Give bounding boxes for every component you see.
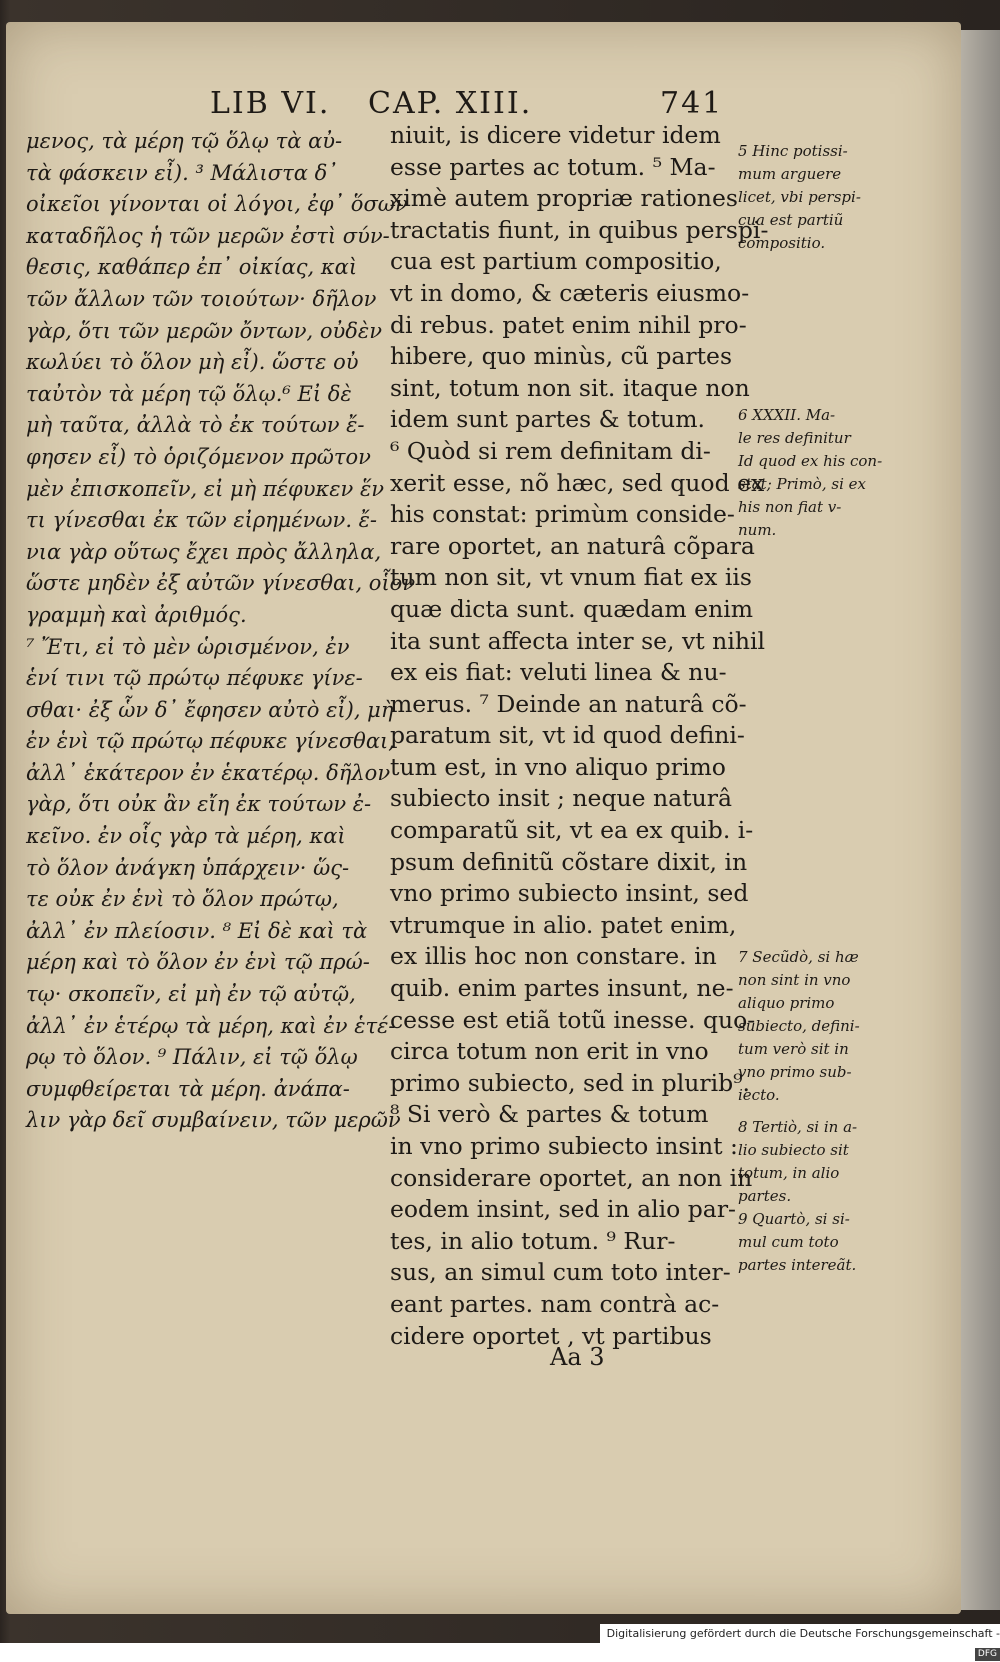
marginal-note-line: vno primo sub-: [738, 1063, 852, 1081]
latin-line: eodem insint, sed in alio par-: [390, 1195, 736, 1224]
latin-line: eant partes. nam contrà ac-: [390, 1289, 720, 1318]
greek-line: τε οὐκ ἐν ἑνὶ τὸ ὅλον πρώτῳ,: [26, 887, 339, 912]
latin-line: ita sunt affecta inter se, vt nihil: [390, 626, 766, 655]
marginal-note-line: mum arguere: [738, 165, 842, 183]
marginal-note-line: mul cum toto: [738, 1233, 839, 1251]
greek-line: θεσις, καθάπερ ἐπ᾽ οἰκίας, καὶ: [26, 255, 358, 280]
latin-line: merus. ⁷ Deinde an naturâ cõ-: [390, 689, 747, 718]
latin-line: ex eis fiat: veluti linea & nu-: [390, 658, 727, 687]
greek-line: μέρη καὶ τὸ ὅλον ἐν ἑνὶ τῷ πρώ-: [26, 950, 370, 975]
marginal-note-line: aliquo primo: [738, 994, 835, 1012]
greek-line: γὰρ, ὅτι τῶν μερῶν ὄντων, οὐδὲν: [26, 318, 382, 343]
latin-text-column: [390, 120, 769, 1352]
dfg-logo: DFG: [975, 1648, 1000, 1661]
book-number: LIB VI.: [210, 86, 331, 121]
marginal-note-line: partes intereãt.: [738, 1256, 857, 1274]
greek-line: μὴ ταῦτα, ἀλλὰ τὸ ἐκ τούτων ἔ-: [26, 413, 365, 438]
marginal-note-line: subiecto, defini-: [738, 1017, 860, 1035]
greek-line: τῳ· σκοπεῖν, εἰ μὴ ἐν τῷ αὐτῷ,: [26, 982, 356, 1007]
marginal-note-line: iecto.: [738, 1086, 780, 1104]
latin-line: sint, totum non sit. itaque non: [390, 373, 750, 402]
latin-line: cesse est etiã totũ inesse. quo-: [390, 1005, 756, 1034]
latin-line: vno primo subiecto insint, sed: [390, 879, 749, 908]
page-number: 741: [660, 86, 724, 121]
latin-line: rare oportet, an naturâ cõpara: [390, 531, 755, 560]
marginal-note-line: partes.: [738, 1187, 792, 1205]
greek-line: ἑνί τινι τῷ πρώτῳ πέφυκε γίνε-: [26, 666, 363, 691]
latin-line: idem sunt partes & totum.: [390, 405, 705, 434]
latin-line: sus, an simul cum toto inter-: [390, 1258, 731, 1287]
latin-line: di rebus. patet enim nihil pro-: [390, 310, 747, 339]
marginal-note-line: 6 XXXII. Ma-: [738, 406, 836, 424]
marginal-note-line: his non fiat v-: [738, 498, 842, 516]
marginal-note-line: le res definitur: [738, 429, 851, 447]
latin-line: ⁶ Quòd si rem definitam di-: [390, 436, 711, 465]
marginal-note-line: 8 Tertiò, si in a-: [738, 1118, 858, 1136]
greek-line: ἐν ἑνὶ τῷ πρώτῳ πέφυκε γίνεσθαι,: [26, 729, 395, 754]
greek-line: ἀλλ᾽ ἑκάτερον ἐν ἑκατέρῳ. δῆλον: [26, 760, 391, 785]
chapter-number: CAP. XIII.: [368, 86, 533, 121]
greek-line: ταὐτὸν τὰ μέρη τῷ ὅλῳ.⁶ Εἰ δὲ: [26, 381, 352, 406]
latin-line: esse partes ac totum. ⁵ Ma-: [390, 152, 716, 181]
greek-line: τι γίνεσθαι ἐκ τῶν εἰρημένων. ἔ-: [26, 508, 378, 533]
latin-line: tes, in alio totum. ⁹ Rur-: [390, 1226, 676, 1255]
latin-line: circa totum non erit in vno: [390, 1037, 709, 1066]
marginal-note-line: lio subiecto sit: [738, 1141, 849, 1159]
marginal-note-line: 5 Hinc potissi-: [738, 142, 848, 160]
latin-line: ximè autem propriæ rationes: [390, 184, 738, 213]
latin-line: vtrumque in alio. patet enim,: [390, 910, 737, 939]
marginal-note: [738, 1208, 888, 1277]
greek-line: ἀλλ᾽ ἐν ἑτέρῳ τὰ μέρη, καὶ ἐν ἑτέ-: [26, 1013, 396, 1038]
latin-line: subiecto insit ; neque naturâ: [390, 784, 732, 813]
latin-line: psum definitũ cõstare dixit, in: [390, 847, 748, 876]
latin-line: ex illis hoc non constare. in: [390, 942, 717, 971]
greek-line: νια γὰρ οὕτως ἔχει πρὸς ἄλληλα,: [26, 539, 382, 564]
greek-line: κωλύει τὸ ὅλον μὴ εἶ). ὥστε οὐ: [26, 350, 359, 375]
marginal-note-line: cua est partiũ: [738, 211, 844, 229]
latin-line: hibere, quo minùs, cũ partes: [390, 342, 733, 371]
latin-line: tum non sit, vt vnum fiat ex iis: [390, 563, 752, 592]
latin-line: cua est partium compositio,: [390, 247, 722, 276]
latin-line: cidere oportet , vt partibus: [390, 1321, 712, 1350]
greek-line: μὲν ἐπισκοπεῖν, εἰ μὴ πέφυκεν ἕν: [26, 476, 384, 501]
marginal-note: [738, 140, 888, 255]
greek-line: τὸ ὅλον ἀνάγκη ὑπάρχειν· ὥς-: [26, 855, 350, 880]
latin-line: paratum sit, vt id quod defini-: [390, 721, 745, 750]
greek-text-column: [26, 126, 416, 1137]
latin-line: his constat: primùm conside-: [390, 500, 735, 529]
greek-line: μενος, τὰ μέρη τῷ ὅλῳ τὰ αὐ-: [26, 129, 343, 153]
marginal-note-line: 7 Secũdò, si hæ: [738, 948, 859, 966]
greek-line: λιν γὰρ δεῖ συμβαίνειν, τῶν μερῶν: [26, 1108, 401, 1133]
latin-line: quib. enim partes insunt, ne-: [390, 974, 734, 1003]
marginal-note-line: 9 Quartò, si si-: [738, 1210, 850, 1228]
greek-line: ἀλλ᾽ ἐν πλείοσιν. ⁸ Εἰ δὲ καὶ τὰ: [26, 918, 368, 943]
latin-line: vt in domo, & cæteris eiusmo-: [390, 278, 750, 307]
book-edge: [958, 30, 1000, 1610]
marginal-note-line: Id quod ex his con-: [738, 452, 883, 470]
greek-line: σθαι· ἐξ ὧν δ᾽ ἔφησεν αὐτὸ εἶ), μὴ: [26, 697, 394, 722]
footer-text: Digitalisierung gefördert durch die Deutsche Forschungsgemeinschaft -: [606, 1627, 1000, 1640]
greek-line: γὰρ, ὅτι οὐκ ἂν εἴη ἐκ τούτων ἐ-: [26, 792, 372, 817]
marginal-note-line: tum verò sit in: [738, 1040, 849, 1058]
marginal-note-line: compositio.: [738, 234, 826, 252]
greek-line: φησεν εἶ) τὸ ὁριζόμενον πρῶτον: [26, 444, 371, 469]
greek-line: γραμμὴ καὶ ἀριθμός.: [26, 602, 247, 627]
latin-line: comparatũ sit, vt ea ex quib. i-: [390, 816, 754, 845]
greek-line: κεῖνο. ἐν οἷς γὰρ τὰ μέρη, καὶ: [26, 824, 346, 849]
greek-line: συμφθείρεται τὰ μέρη. ἀνάπα-: [26, 1076, 350, 1101]
marginal-note: [738, 404, 888, 542]
latin-line: niuit, is dicere videtur idem: [390, 121, 721, 149]
greek-line: τὰ φάσκειν εἶ). ³ Μάλιστα δ᾽: [26, 160, 338, 185]
latin-line: primo subiecto, sed in plurib⁹.: [390, 1068, 751, 1097]
latin-line: in vno primo subiecto insint :: [390, 1132, 738, 1160]
greek-line: τῶν ἄλλων τῶν τοιούτων· δῆλον: [26, 286, 377, 311]
digitization-footer: [600, 1624, 1000, 1659]
latin-line: tum est, in vno aliquo primo: [390, 752, 726, 781]
greek-line: ⁷ Ἔτι, εἰ τὸ μὲν ὡρισμένον, ἐν: [26, 634, 350, 659]
marginal-note-line: stat; Primò, si ex: [738, 475, 866, 493]
marginal-note: [738, 946, 888, 1107]
signature-mark: Aa 3: [550, 1343, 605, 1371]
latin-line: considerare oportet, an non in: [390, 1163, 753, 1192]
greek-line: ὥστε μηδὲν ἐξ αὐτῶν γίνεσθαι, οἷον: [26, 571, 416, 596]
latin-line: xerit esse, nõ hæc, sed quod ex: [390, 468, 765, 497]
marginal-note-line: totum, in alio: [738, 1164, 840, 1182]
greek-line: οἰκεῖοι γίνονται οἱ λόγοι, ἐφ᾽ ὅσων: [26, 192, 408, 217]
greek-line: καταδῆλος ἡ τῶν μερῶν ἐστὶ σύν-: [26, 223, 390, 248]
marginal-note-line: non sint in vno: [738, 971, 851, 989]
marginal-note-line: licet, vbi perspi-: [738, 188, 861, 206]
marginal-note: [738, 1116, 888, 1208]
greek-line: ρῳ τὸ ὅλον. ⁹ Πάλιν, εἰ τῷ ὅλῳ: [26, 1045, 358, 1070]
latin-line: ⁸ Si verò & partes & totum: [390, 1100, 709, 1129]
marginal-note-line: num.: [738, 521, 777, 539]
latin-line: quæ dicta sunt. quædam enim: [390, 594, 754, 623]
latin-line: tractatis fiunt, in quibus perspi-: [390, 215, 769, 244]
